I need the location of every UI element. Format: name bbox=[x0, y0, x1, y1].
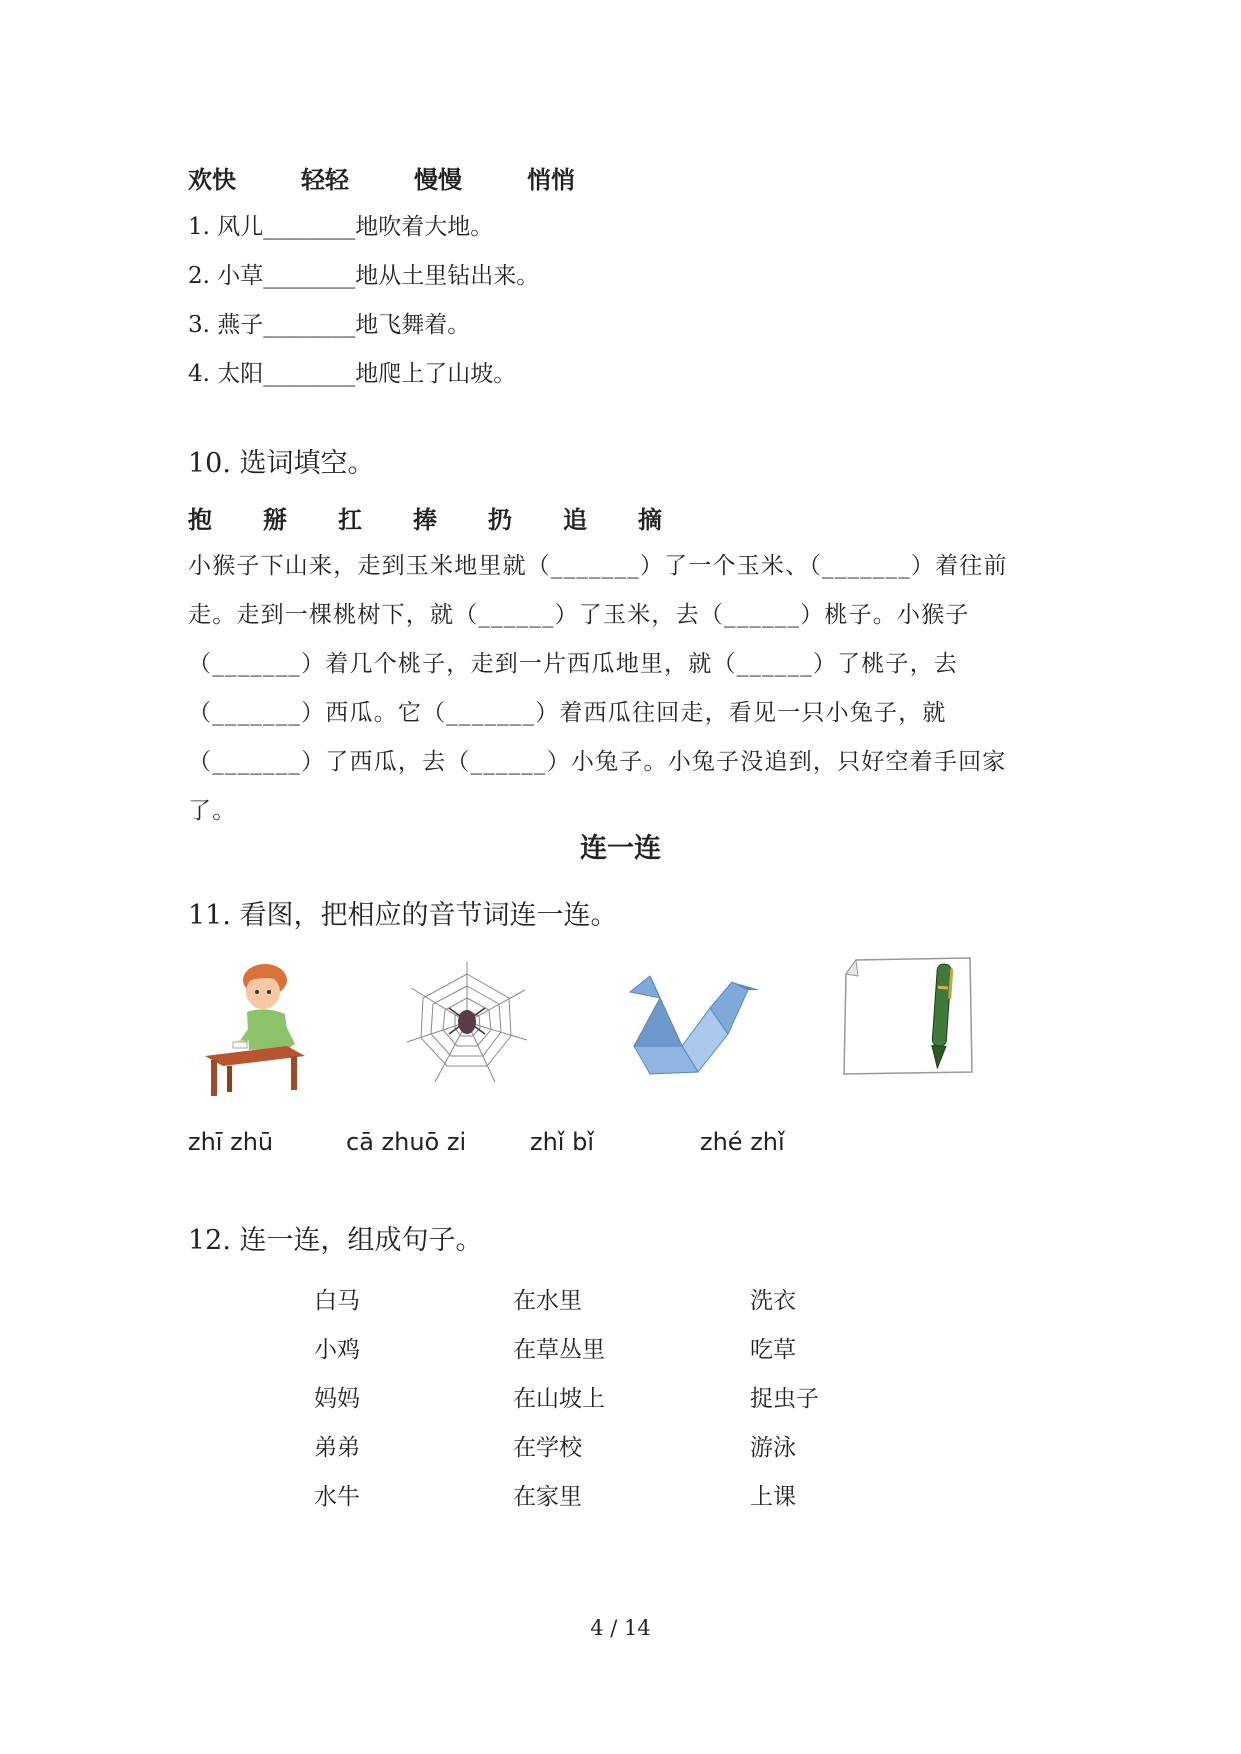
word-bank-item: 慢慢 bbox=[414, 166, 462, 194]
q12-col2-item: 在水里 bbox=[513, 1288, 582, 1314]
q10-paragraph: 小猴子下山来，走到玉米地里就（_______）了一个玉米、（_______）着往前走。走到一棵桃树下，就（______）了玉米，去（______）桃子。小猴子（_______）着几个桃子，走到一片西瓜地里，就（______）了桃子，去（_______）西瓜。它（_______）着西瓜往回走，看见一只小兔子，就（_______）了西瓜，去（______）小兔子。小兔子没追到，只好空着手回家了。 bbox=[188, 553, 1008, 824]
q9-item: 4. 太阳________地爬上了山坡。 bbox=[188, 361, 517, 387]
q12-col1-item: 弟弟 bbox=[314, 1435, 360, 1461]
q12-col3-item: 洗衣 bbox=[750, 1288, 796, 1314]
q12-col3-item: 吃草 bbox=[750, 1337, 796, 1363]
word-bank-item: 轻轻 bbox=[301, 166, 349, 194]
q12-col3-item: 游泳 bbox=[750, 1435, 796, 1461]
section-title: 连一连 bbox=[580, 833, 661, 864]
q9-item: 1. 风儿________地吹着大地。 bbox=[188, 214, 494, 240]
q10-title: 10. 选词填空。 bbox=[188, 448, 375, 479]
word-bank-item: 追 bbox=[563, 506, 587, 534]
q12-col1-item: 白马 bbox=[314, 1288, 360, 1314]
q12-col1-item: 妈妈 bbox=[314, 1386, 360, 1412]
boy-wiping-desk-image bbox=[205, 960, 315, 1100]
word-bank-item: 欢快 bbox=[188, 166, 236, 194]
q9-item: 3. 燕子________地飞舞着。 bbox=[188, 312, 471, 338]
q12-col2-item: 在家里 bbox=[513, 1484, 582, 1510]
q11-title: 11. 看图，把相应的音节词连一连。 bbox=[188, 900, 618, 931]
pinyin-label: zhǐ bǐ bbox=[530, 1128, 595, 1156]
word-bank-item: 抱 bbox=[188, 506, 212, 534]
q12-col1-item: 小鸡 bbox=[314, 1337, 360, 1363]
q12-col2-item: 在山坡上 bbox=[513, 1386, 605, 1412]
spider-web-image bbox=[405, 960, 530, 1085]
pinyin-label: zhī zhū bbox=[188, 1128, 274, 1156]
paper-crane-image bbox=[620, 968, 770, 1086]
page-number: 4 / 14 bbox=[590, 1616, 651, 1640]
word-bank-item: 掰 bbox=[263, 506, 287, 534]
pinyin-label: cā zhuō zi bbox=[346, 1128, 467, 1156]
word-bank-item: 摘 bbox=[638, 506, 662, 534]
q12-col3-item: 捉虫子 bbox=[750, 1386, 819, 1412]
word-bank-item: 扔 bbox=[488, 506, 512, 534]
q9-item: 2. 小草________地从土里钻出来。 bbox=[188, 263, 540, 289]
word-bank-item: 捧 bbox=[413, 506, 437, 534]
q12-col2-item: 在学校 bbox=[513, 1435, 582, 1461]
word-bank-item: 扛 bbox=[338, 506, 362, 534]
q12-col2-item: 在草丛里 bbox=[513, 1337, 605, 1363]
word-bank-item: 悄悄 bbox=[527, 166, 575, 194]
paper-and-pen-image bbox=[840, 956, 975, 1076]
q12-col1-item: 水牛 bbox=[314, 1484, 360, 1510]
q12-col3-item: 上课 bbox=[750, 1484, 796, 1510]
pinyin-label: zhé zhǐ bbox=[700, 1128, 785, 1156]
q12-title: 12. 连一连，组成句子。 bbox=[188, 1225, 483, 1256]
